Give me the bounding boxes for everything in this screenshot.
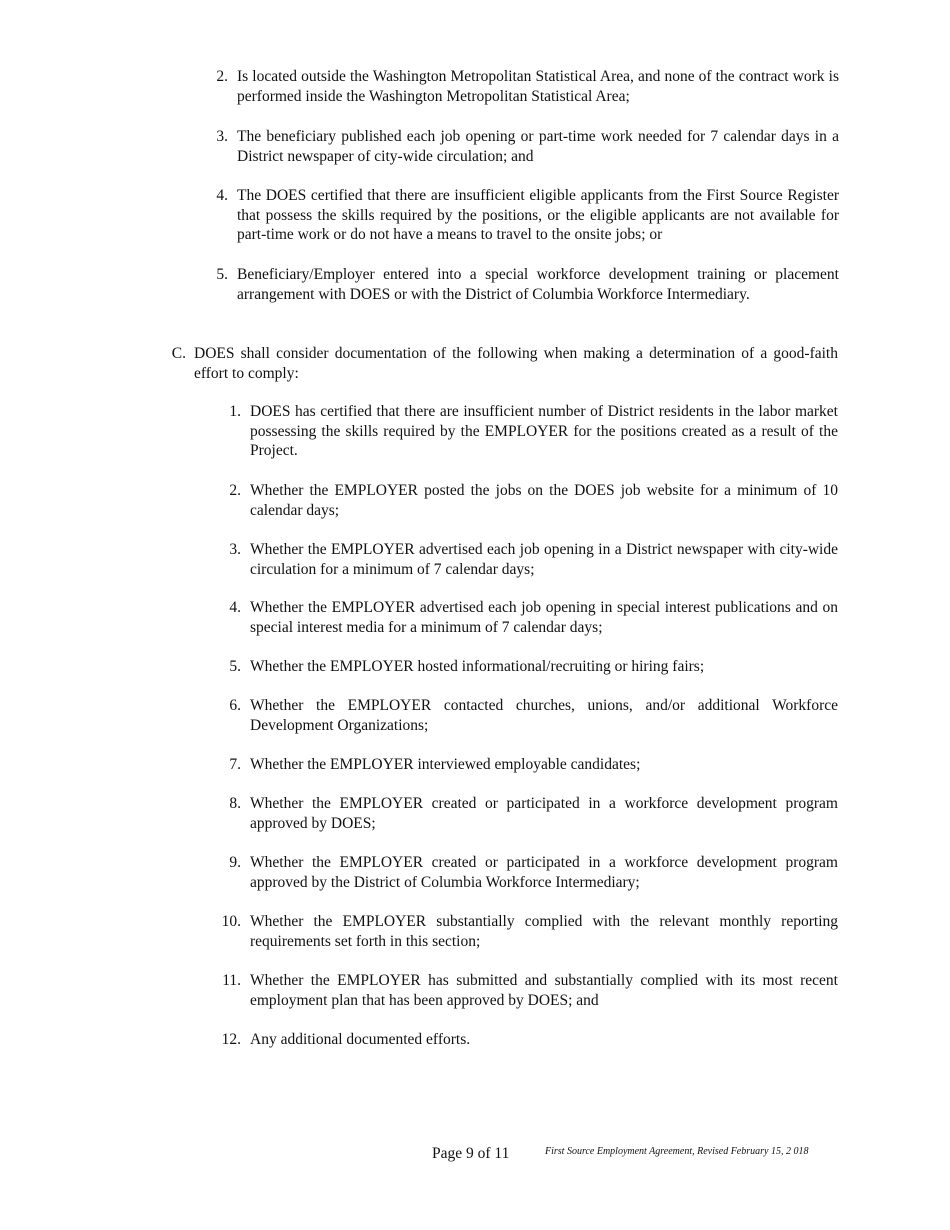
list-item-number: 2. (229, 482, 241, 499)
list-item-text: Whether the EMPLOYER advertised each job opening in special interest publications and on special interest media for a minimum of 7 calendar days; (250, 599, 838, 636)
list-item-number: 8. (229, 795, 241, 812)
list-item-text: DOES has certified that there are insufficient number of District residents in the labor market possessing the skills required by the EMPLOYER for the positions created as a result of the Project. (250, 403, 838, 459)
list-item-number: 12. (221, 1031, 241, 1048)
list-item-text: Beneficiary/Employer entered into a special workforce development training or placement arrangement with DOES or with the District of Columbia Workforce Intermediary. (237, 266, 839, 303)
list-item-number: 3. (216, 128, 228, 145)
list-item-text: Whether the EMPLOYER hosted informational/recruiting or hiring fairs; (250, 658, 705, 675)
list-item-text: Whether the EMPLOYER has submitted and substantially complied with its most recent employment plan that has been approved by DOES; and (250, 972, 838, 1009)
list-item-text: The DOES certified that there are insufficient eligible applicants from the First Source Register that possess the skills required by the positions, or the eligible applicants are not available for part-time work or do not have a means to travel to the onsite jobs; or (237, 187, 839, 243)
list-item-number: 6. (229, 697, 241, 714)
list-item-text: Any additional documented efforts. (250, 1031, 471, 1048)
list-item-text: Whether the EMPLOYER created or participated in a workforce development program approved by DOES; (250, 795, 838, 832)
list-item-number: 7. (229, 756, 241, 773)
page-number: Page 9 of 11 (432, 1145, 510, 1162)
list-item-number: 11. (222, 972, 241, 989)
list-item-text: Whether the EMPLOYER posted the jobs on the DOES job website for a minimum of 10 calendar days; (250, 482, 838, 519)
list-item-number: 4. (229, 599, 241, 616)
list-item-text: The beneficiary published each job opening or part-time work needed for 7 calendar days in a District newspaper of city-wide circulation; and (237, 128, 839, 165)
list-item-number: 1. (229, 403, 241, 420)
list-item-number: 3. (229, 541, 241, 558)
list-item-number: 4. (216, 187, 228, 204)
list-item-text: Whether the EMPLOYER advertised each job opening in a District newspaper with city-wide circulation for a minimum of 7 calendar days; (250, 541, 838, 578)
list-item-text: Whether the EMPLOYER interviewed employable candidates; (250, 756, 641, 773)
list-item-text: Is located outside the Washington Metropolitan Statistical Area, and none of the contract work is performed inside the Washington Metropolitan Statistical Area; (237, 68, 839, 105)
list-item-number: 2. (216, 68, 228, 85)
list-item-number: 10. (221, 913, 241, 930)
list-item-text: Whether the EMPLOYER created or participated in a workforce development program approved by the District of Columbia Workforce Intermediary; (250, 854, 838, 891)
list-item-number: 9. (229, 854, 241, 871)
list-item-number: 5. (216, 266, 228, 283)
list-item-number: 5. (229, 658, 241, 675)
list-item-text: Whether the EMPLOYER substantially complied with the relevant monthly reporting requirements set forth in this section; (250, 913, 838, 950)
document-title-footer: First Source Employment Agreement, Revised February 15, 2 018 (545, 1146, 809, 1157)
section-text: DOES shall consider documentation of the following when making a determination of a good-faith effort to comply: (194, 345, 838, 382)
list-item-text: Whether the EMPLOYER contacted churches, unions, and/or additional Workforce Development Organizations; (250, 697, 838, 734)
section-letter: C. (171, 345, 186, 362)
